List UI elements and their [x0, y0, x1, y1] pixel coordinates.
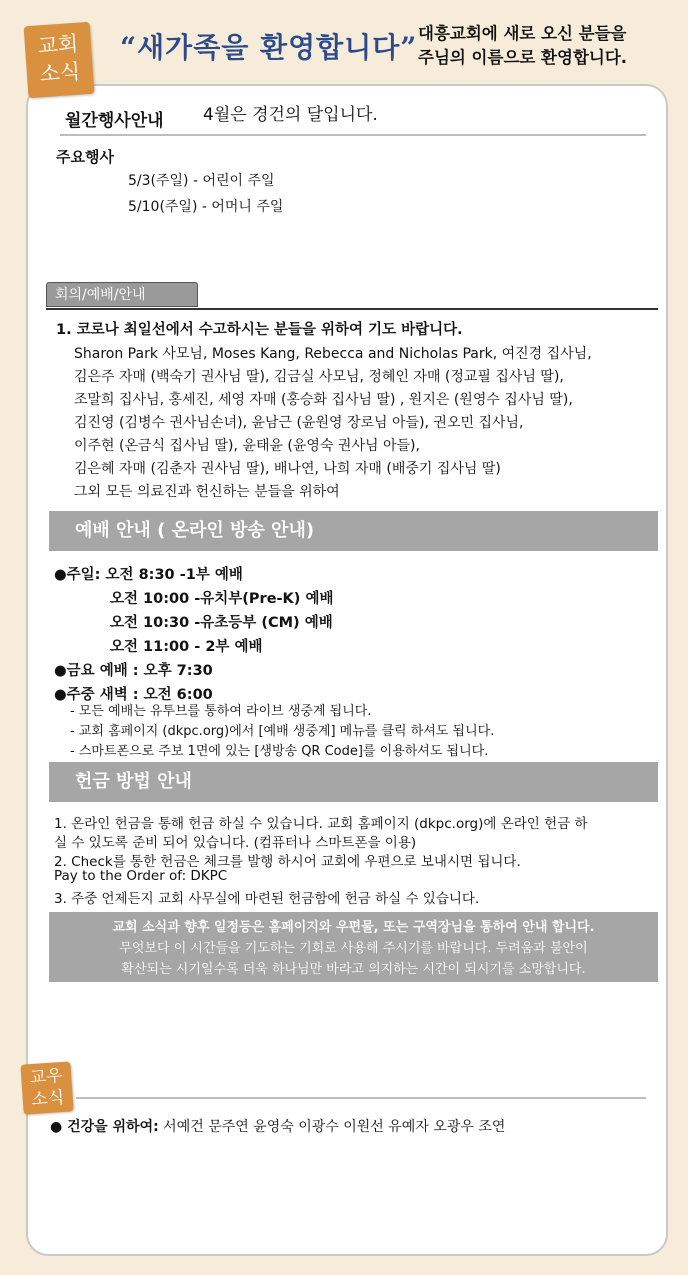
friday-worship: ●금요 예배 : 오후 7:30: [54, 663, 213, 679]
monthly-theme: 4월은 경건의 달입니다.: [203, 105, 378, 125]
worship-sunday-line: 오전 10:30 -유초등부 (CM) 예배: [110, 615, 333, 631]
major-events-title: 주요행사: [56, 148, 114, 166]
health-names: 서예건 문주연 윤영숙 이광수 이원선 유예자 오광우 조연: [158, 1119, 506, 1135]
prayer-line: 그외 모든 의료진과 헌신하는 분들을 위하여: [74, 484, 340, 500]
prayer-line: 김진영 (김병수 권사님손녀), 윤남근 (윤원영 장로님 아들), 권오민 집사님,: [74, 415, 524, 431]
tag-line: 소식: [30, 1087, 65, 1111]
prayer-line: Sharon Park 사모님, Moses Kang, Rebecca and Nicholas Park, 여진경 집사님,: [74, 346, 592, 362]
welcome-line: 대흥교회에 새로 오신 분들을: [418, 24, 627, 43]
church-news-tag: [24, 22, 95, 98]
worship-sunday-line: 오전 11:00 - 2부 예배: [110, 639, 263, 655]
worship-info-heading: 예배 안내 ( 온라인 방송 안내): [49, 511, 658, 551]
monthly-events-label: 월간행사안내: [65, 111, 164, 131]
divider: [60, 134, 646, 136]
worship-note: - 모든 예배는 유투브를 통하여 라이브 생중계 됩니다.: [70, 704, 372, 719]
notice-line: 무엇보다 이 시간들을 기도하는 기회로 사용해 주시기를 바랍니다. 두려움과 불안이: [119, 941, 588, 956]
worship-note: - 교회 홈페이지 (dkpc.org)에서 [예배 생중계] 메뉴를 클릭 하셔도 됩니다.: [70, 724, 495, 739]
prayer-line: 이주현 (온금식 집사님 딸), 윤태윤 (윤영숙 권사님 아들),: [74, 438, 420, 454]
health-label: ● 건강을 위하여:: [50, 1119, 159, 1135]
offering-line: 3. 주중 언제든지 교회 사무실에 마련된 헌금함에 헌금 하실 수 있습니다.: [54, 891, 480, 907]
notice-line: 교회 소식과 향후 일정등은 홈페이지와 우편물, 또는 구역장님을 통하여 안내 합니다.: [112, 920, 595, 935]
offering-line: 2. Check를 통한 헌금은 체크를 발행 하시어 교회에 우편으로 보내시면 됩니다.: [54, 854, 521, 870]
prayer-line: 조말희 집사님, 홍세진, 세영 자매 (홍승화 집사님 딸) , 원지은 (원영수 집사님 딸),: [74, 392, 573, 408]
divider: [76, 1097, 646, 1099]
welcome-message: [418, 22, 678, 70]
prayer-request-title: 1. 코로나 최일선에서 수고하시는 분들을 위하여 기도 바랍니다.: [56, 322, 463, 338]
offering-line: Pay to the Order of: DKPC: [54, 868, 228, 884]
worship-sunday-line: 오전 10:00 -유치부(Pre-K) 예배: [110, 591, 334, 607]
meeting-worship-tab: 회의/예배/안내: [46, 282, 198, 307]
tag-line: 교회: [36, 31, 80, 59]
worship-note: - 스마트폰으로 주보 1면에 있는 [생방송 QR Code]를 이용하셔도 됩니다.: [70, 744, 489, 759]
event-item: 5/10(주일) - 어머니 주일: [128, 199, 284, 215]
welcome-line: 주님의 이름으로 환영합니다.: [418, 48, 628, 67]
notice-box: [49, 912, 658, 982]
dawn-worship: ●주중 새벽 : 오전 6:00: [54, 687, 213, 703]
prayer-line: 김은주 자매 (백숙기 권사님 딸), 김금실 사모님, 정혜인 자매 (정교필 집사님 딸),: [74, 369, 564, 385]
welcome-headline: “새가족을 환영합니다”: [120, 31, 418, 64]
health-prayer-line: [50, 1116, 505, 1136]
prayer-line: 김은혜 자매 (김춘자 권사님 딸), 배나연, 나희 자매 (배중기 집사님 딸): [74, 461, 501, 477]
event-item: 5/3(주일) - 어린이 주일: [128, 173, 275, 189]
member-news-tag: [20, 1061, 73, 1114]
offering-line: 실 수 있도록 준비 되어 있습니다. (컴퓨터나 스마트폰을 이용): [54, 835, 417, 851]
tab-underline: [46, 308, 658, 310]
tag-line: 교우: [29, 1065, 64, 1089]
tag-line: 소식: [38, 59, 81, 87]
offering-heading: 헌금 방법 안내: [49, 762, 658, 802]
notice-line: 확산되는 시기일수록 더욱 하나님만 바라고 의지하는 시간이 되시기를 소망합니다.: [121, 962, 586, 977]
offering-line: 1. 온라인 헌금을 통해 헌금 하실 수 있습니다. 교회 홈페이지 (dkpc.org)에 온라인 헌금 하: [54, 816, 588, 832]
worship-sunday-line: ●주일: 오전 8:30 -1부 예배: [54, 567, 243, 583]
